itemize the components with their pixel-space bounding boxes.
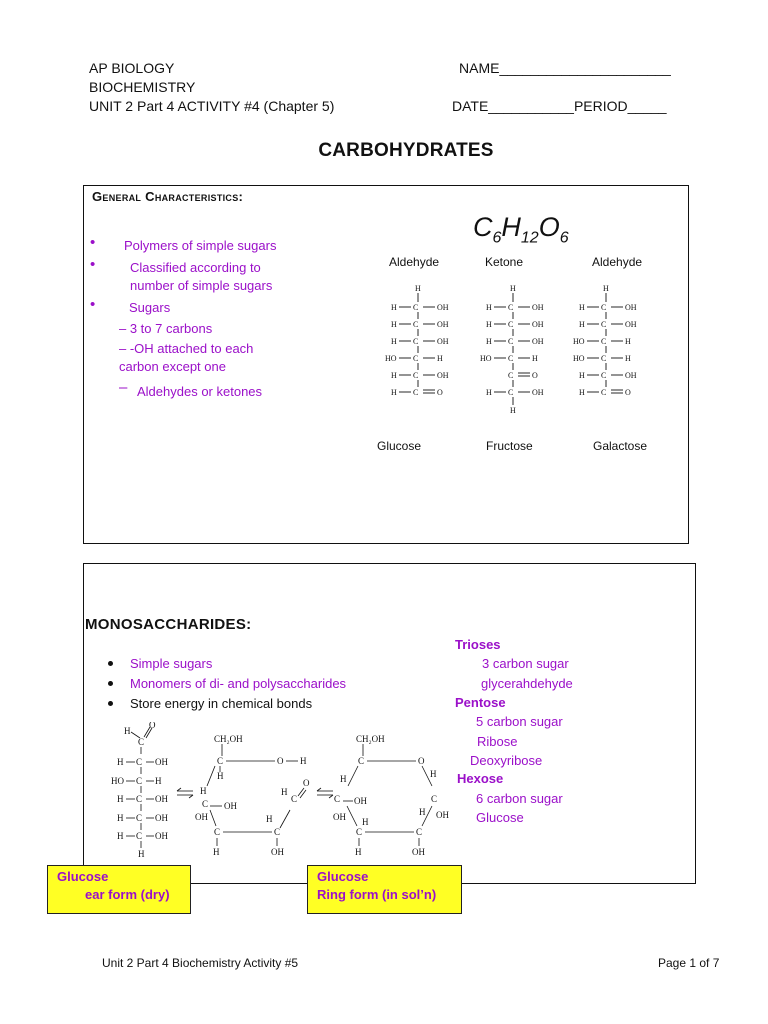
dash-icon: –	[119, 379, 128, 396]
svg-text:H: H	[415, 284, 421, 293]
svg-text:H: H	[579, 371, 585, 380]
svg-text:H: H	[532, 354, 538, 363]
course-label: AP BIOLOGY	[89, 60, 175, 76]
svg-text:C: C	[136, 794, 143, 804]
svg-text:H: H	[486, 388, 492, 397]
svg-text:C: C	[508, 303, 514, 312]
svg-text:C: C	[508, 371, 514, 380]
svg-text:H: H	[117, 757, 124, 767]
label-glucose-linear: Glucose ear form (dry)	[47, 865, 191, 914]
bullet-icon	[108, 701, 113, 706]
svg-text:H: H	[117, 794, 124, 804]
svg-text:C: C	[291, 794, 298, 804]
bullet-icon	[108, 681, 113, 686]
general-sub-3: carbon except one	[119, 359, 226, 374]
footer-page-number: Page 1 of 7	[658, 956, 720, 970]
subject-label: BIOCHEMISTRY	[89, 79, 196, 95]
struct-name-3: Galactose	[593, 439, 648, 453]
general-bullet-2b: number of simple sugars	[130, 278, 273, 293]
svg-text:C: C	[601, 337, 607, 346]
svg-text:H: H	[419, 807, 426, 817]
type-hexose-1: 6 carbon sugar	[476, 791, 563, 806]
general-sub-1: – 3 to 7 carbons	[119, 321, 213, 336]
svg-text:OH: OH	[354, 796, 367, 806]
type-hexose-2: Glucose	[476, 810, 524, 825]
svg-text:C: C	[431, 794, 438, 804]
type-trioses: Trioses	[455, 637, 501, 652]
svg-text:H: H	[213, 847, 220, 857]
svg-text:O: O	[625, 388, 631, 397]
svg-text:H: H	[579, 388, 585, 397]
svg-text:OH: OH	[155, 813, 168, 823]
svg-text:CH₂OH: CH₂OH	[214, 734, 243, 744]
svg-text:H: H	[391, 303, 397, 312]
bullet-icon	[108, 661, 113, 666]
svg-text:OH: OH	[333, 812, 346, 822]
svg-text:O: O	[277, 756, 284, 766]
svg-text:H: H	[579, 303, 585, 312]
svg-text:C: C	[334, 794, 341, 804]
svg-text:H: H	[391, 371, 397, 380]
molecular-formula: $C_6H_{12}O_6$	[473, 212, 569, 247]
svg-text:C: C	[217, 756, 224, 766]
svg-text:C: C	[416, 827, 423, 837]
svg-text:C: C	[508, 337, 514, 346]
svg-text:C: C	[601, 354, 607, 363]
bullet-icon: •	[90, 234, 96, 251]
svg-text:H: H	[579, 320, 585, 329]
svg-text:C: C	[601, 303, 607, 312]
type-pentose-3: Deoxyribose	[470, 753, 543, 768]
svg-text:H: H	[340, 774, 347, 784]
svg-text:H: H	[486, 303, 492, 312]
glucose-linear-ring-diagram	[104, 722, 449, 862]
general-bullet-2: Classified according to	[130, 260, 261, 275]
svg-text:C: C	[508, 354, 514, 363]
svg-text:H: H	[200, 786, 207, 796]
fischer-structures	[382, 281, 672, 451]
svg-text:OH: OH	[625, 320, 637, 329]
date-period-field: DATE___________PERIOD_____	[452, 98, 667, 114]
svg-text:OH: OH	[437, 320, 449, 329]
svg-text:C: C	[413, 320, 419, 329]
svg-text:OH: OH	[532, 320, 544, 329]
footer-left: Unit 2 Part 4 Biochemistry Activity #5	[102, 956, 299, 970]
svg-text:O: O	[437, 388, 443, 397]
svg-text:OH: OH	[625, 371, 637, 380]
svg-text:C: C	[413, 388, 419, 397]
svg-text:OH: OH	[436, 810, 449, 820]
svg-text:C: C	[601, 371, 607, 380]
svg-text:C: C	[413, 354, 419, 363]
svg-text:OH: OH	[155, 794, 168, 804]
svg-text:HO: HO	[111, 776, 124, 786]
svg-text:O: O	[418, 756, 425, 766]
general-bullet-3: Sugars	[129, 300, 171, 315]
svg-text:OH: OH	[195, 812, 208, 822]
type-pentose: Pentose	[455, 695, 506, 710]
bullet-icon: •	[90, 256, 96, 273]
svg-text:H: H	[391, 388, 397, 397]
svg-text:H: H	[625, 337, 631, 346]
general-bullet-1: Polymers of simple sugars	[124, 238, 277, 253]
struct-header-1: Aldehyde	[389, 255, 440, 269]
type-pentose-2: Ribose	[477, 734, 518, 749]
bullet-icon: •	[90, 296, 96, 313]
svg-text:H: H	[217, 771, 224, 781]
svg-text:OH: OH	[532, 388, 544, 397]
svg-text:H: H	[117, 813, 124, 823]
svg-text:C: C	[356, 827, 363, 837]
svg-text:O: O	[532, 371, 538, 380]
svg-text:H: H	[124, 726, 131, 736]
general-sub-4: Aldehydes or ketones	[137, 384, 263, 399]
svg-text:H: H	[117, 831, 124, 841]
mono-bullet-2: Monomers of di- and polysaccharides	[130, 676, 347, 691]
struct-name-2: Fructose	[486, 439, 533, 453]
general-sub-2: – -OH attached to each	[119, 341, 254, 356]
svg-text:C: C	[202, 799, 209, 809]
label-glucose-ring: Glucose Ring form (in sol’n)	[307, 865, 462, 914]
svg-text:C: C	[214, 827, 221, 837]
svg-text:O: O	[303, 778, 310, 788]
unit-label: UNIT 2 Part 4 ACTIVITY #4 (Chapter 5)	[89, 98, 335, 114]
svg-text:HO: HO	[385, 354, 397, 363]
name-field: NAME______________________	[459, 60, 671, 76]
svg-text:H: H	[391, 320, 397, 329]
svg-text:C: C	[413, 371, 419, 380]
svg-text:H: H	[155, 776, 162, 786]
svg-text:C: C	[136, 757, 143, 767]
svg-text:HO: HO	[573, 354, 585, 363]
svg-text:H: H	[486, 320, 492, 329]
svg-text:H: H	[437, 354, 443, 363]
type-hexose: Hexose	[457, 771, 504, 786]
svg-text:H: H	[138, 849, 145, 859]
svg-text:C: C	[508, 320, 514, 329]
svg-text:H: H	[486, 337, 492, 346]
svg-text:H: H	[266, 814, 273, 824]
mono-bullet-1: Simple sugars	[130, 656, 213, 671]
svg-text:OH: OH	[155, 831, 168, 841]
svg-text:C: C	[136, 831, 143, 841]
svg-text:OH: OH	[532, 303, 544, 312]
struct-header-3: Aldehyde	[592, 255, 643, 269]
page-title: CARBOHYDRATES	[318, 140, 494, 161]
svg-text:O: O	[149, 722, 156, 730]
struct-name-1: Glucose	[377, 439, 422, 453]
svg-text:H: H	[510, 284, 516, 293]
mono-heading: MONOSACCHARIDES:	[85, 616, 252, 633]
svg-text:C: C	[508, 388, 514, 397]
svg-text:H: H	[625, 354, 631, 363]
svg-text:C: C	[413, 337, 419, 346]
struct-header-2: Ketone	[485, 255, 524, 269]
type-trioses-2: glycerahdehyde	[481, 676, 573, 691]
svg-text:H: H	[430, 769, 437, 779]
svg-text:OH: OH	[437, 371, 449, 380]
svg-text:C: C	[136, 813, 143, 823]
svg-text:OH: OH	[412, 847, 425, 857]
mono-bullet-3: Store energy in chemical bonds	[130, 696, 313, 711]
svg-text:C: C	[601, 388, 607, 397]
svg-text:H: H	[362, 817, 369, 827]
svg-text:OH: OH	[437, 303, 449, 312]
svg-text:OH: OH	[532, 337, 544, 346]
svg-text:C: C	[138, 737, 145, 747]
svg-text:OH: OH	[271, 847, 284, 857]
svg-text:C: C	[136, 776, 143, 786]
svg-text:CH₂OH: CH₂OH	[356, 734, 385, 744]
svg-text:OH: OH	[224, 801, 237, 811]
svg-text:H: H	[510, 406, 516, 415]
svg-text:HO: HO	[573, 337, 585, 346]
type-pentose-1: 5 carbon sugar	[476, 714, 563, 729]
svg-text:C: C	[601, 320, 607, 329]
svg-text:OH: OH	[437, 337, 449, 346]
svg-text:C: C	[413, 303, 419, 312]
svg-text:OH: OH	[625, 303, 637, 312]
svg-text:H: H	[281, 787, 288, 797]
svg-text:H: H	[603, 284, 609, 293]
monosaccharides-box	[83, 563, 696, 884]
svg-text:H: H	[391, 337, 397, 346]
svg-text:C: C	[358, 756, 365, 766]
general-heading: General Characteristics:	[92, 189, 244, 204]
svg-text:H: H	[355, 847, 362, 857]
svg-text:H: H	[300, 756, 307, 766]
general-characteristics-box	[83, 185, 689, 544]
svg-text:HO: HO	[480, 354, 492, 363]
svg-text:OH: OH	[155, 757, 168, 767]
svg-text:C: C	[274, 827, 281, 837]
type-trioses-1: 3 carbon sugar	[482, 656, 569, 671]
